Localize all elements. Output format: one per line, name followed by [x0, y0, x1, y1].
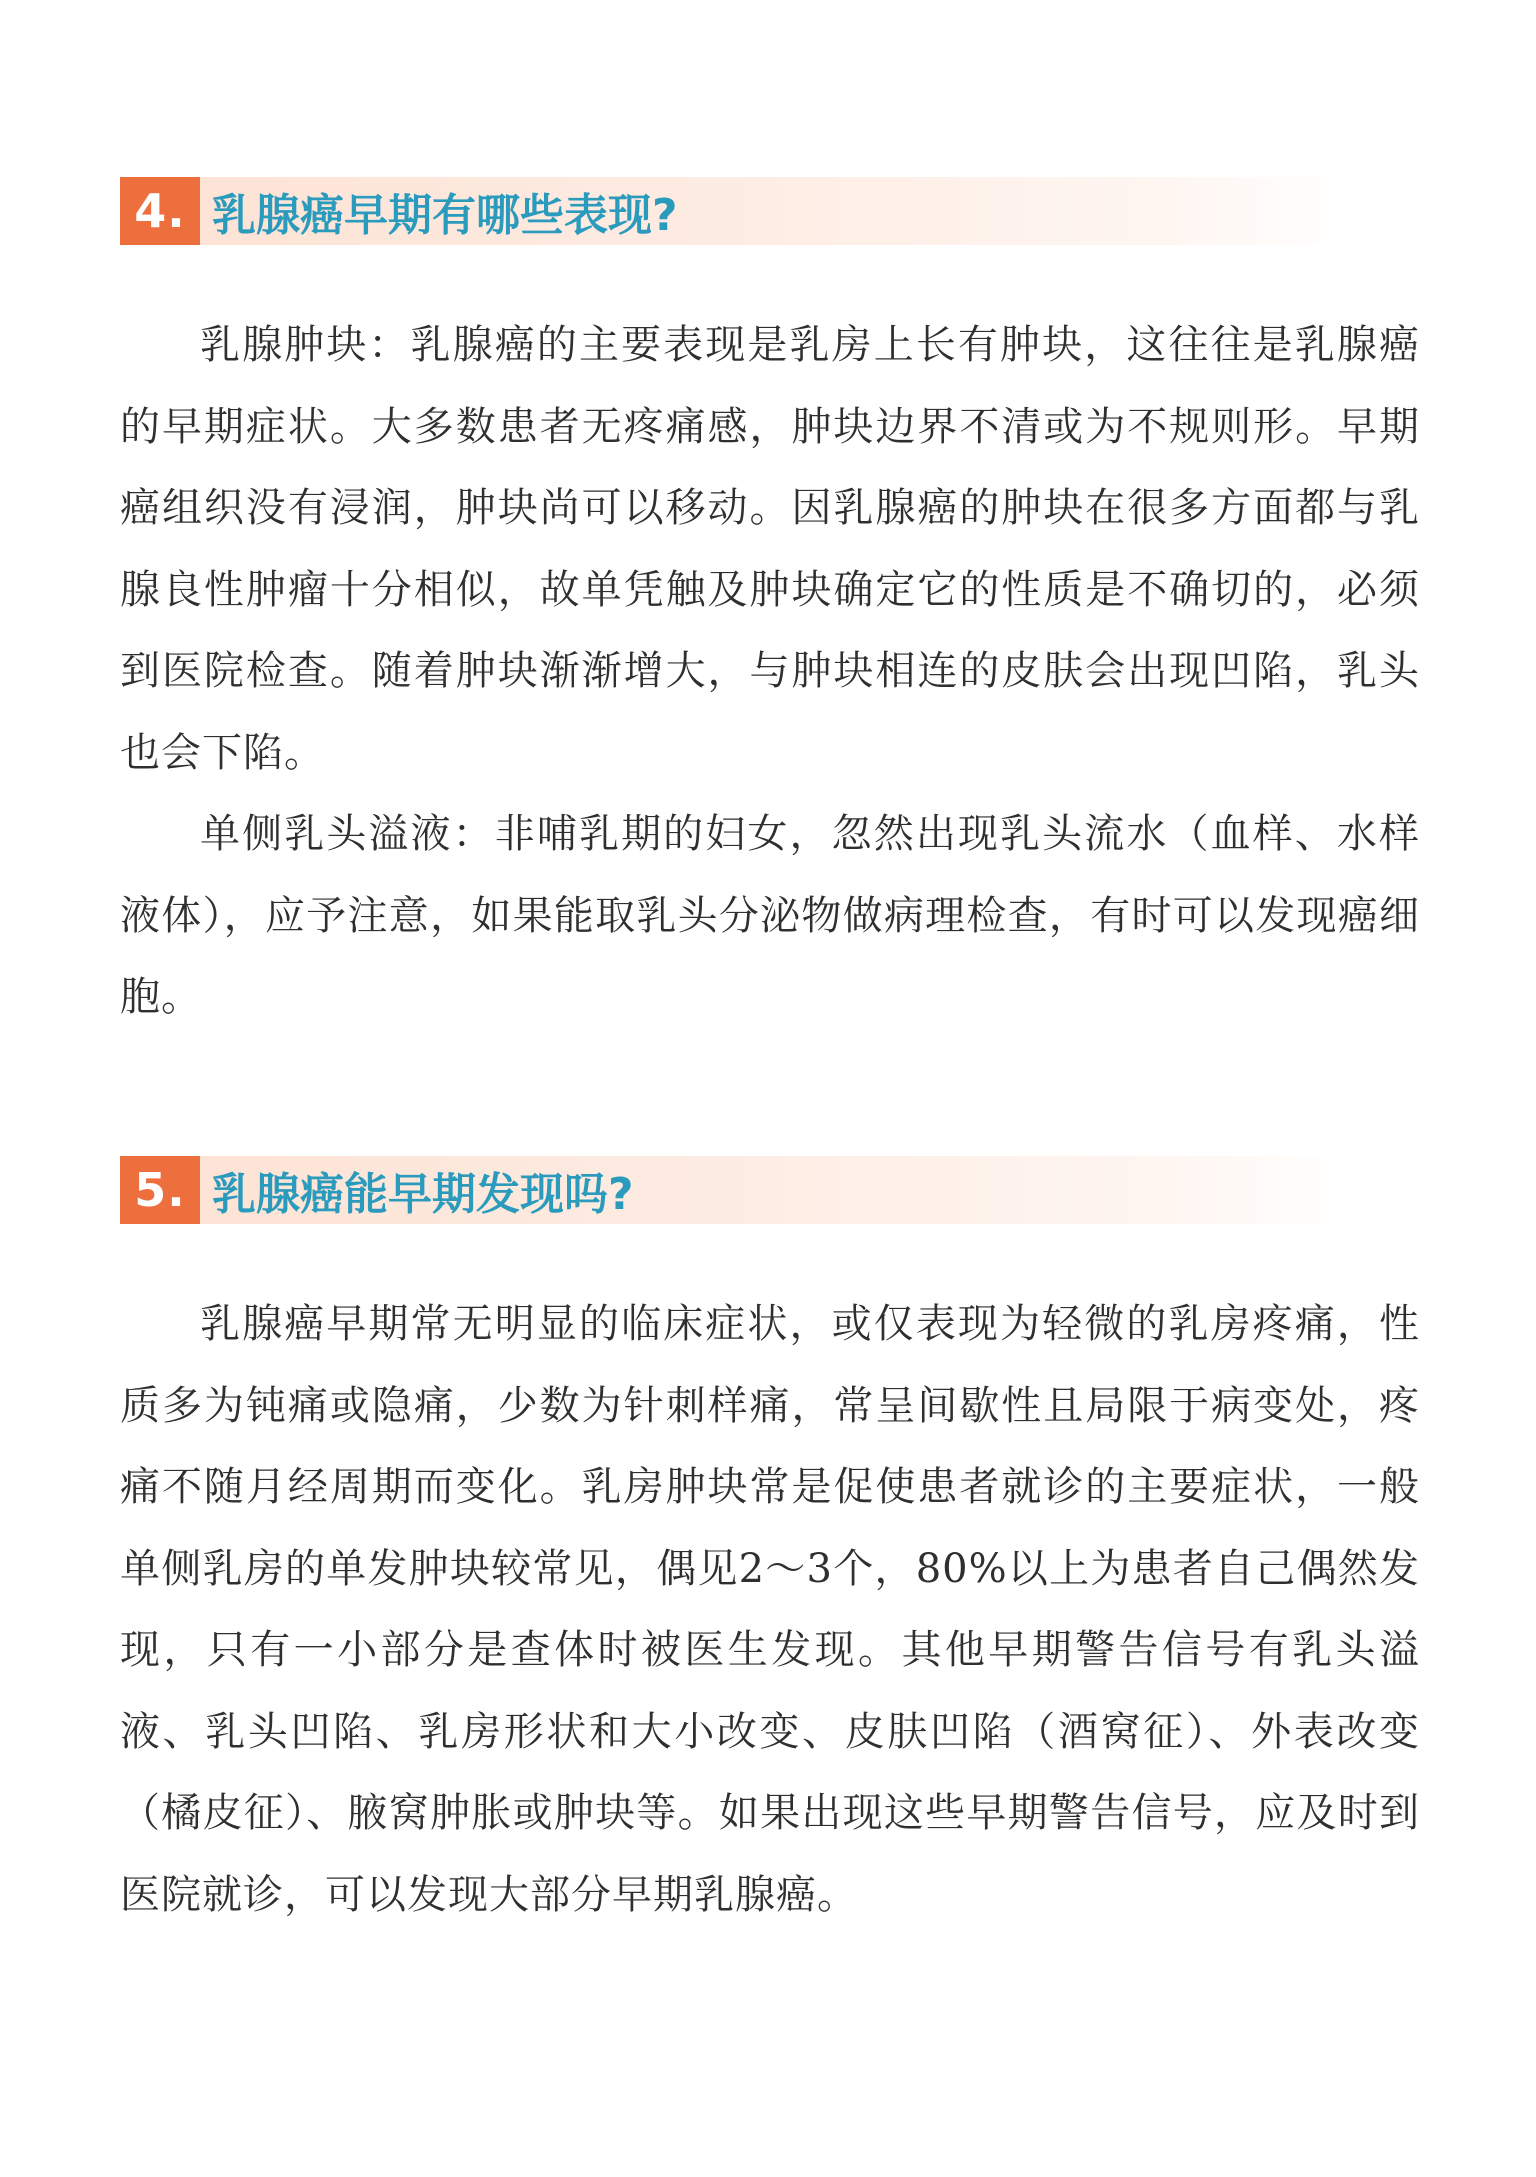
- section-4-number: 4.: [120, 177, 200, 245]
- section-5-title: 乳腺癌能早期发现吗?: [212, 1169, 634, 1220]
- section-5-header: [120, 1156, 1350, 1224]
- section-5-paragraph-1: 乳腺癌早期常无明显的临床症状，或仅表现为轻微的乳房疼痛，性质多为钝痛或隐痛，少数为针刺样痛，常呈间歇性且局限于病变处，疼痛不随月经周期而变化。乳房肿块常是促使患者就诊的主要症状，一般单侧乳房的单发肿块较常见，偶见2～3个，80%以上为患者自己偶然发现，只有一小部分是查体时被医生发现。其他早期警告信号有乳头溢液、乳头凹陷、乳房形状和大小改变、皮肤凹陷（酒窝征）、外表改变（橘皮征）、腋窝肿胀或肿块等。如果出现这些早期警告信号，应及时到医院就诊，可以发现大部分早期乳腺癌。: [120, 1301, 1420, 1918]
- section-4-title: 乳腺癌早期有哪些表现?: [212, 190, 678, 241]
- section-4-paragraph-1: 乳腺肿块：乳腺癌的主要表现是乳房上长有肿块，这往往是乳腺癌的早期症状。大多数患者无疼痛感，肿块边界不清或为不规则形。早期癌组织没有浸润，肿块尚可以移动。因乳腺癌的肿块在很多方面都与乳腺良性肿瘤十分相似，故单凭触及肿块确定它的性质是不确切的，必须到医院检查。随着肿块渐渐增大，与肿块相连的皮肤会出现凹陷，乳头也会下陷。: [120, 322, 1420, 776]
- section-4-header: [120, 177, 1350, 245]
- section-5-number: 5.: [120, 1156, 200, 1224]
- section-4-paragraph-2: 单侧乳头溢液：非哺乳期的妇女，忽然出现乳头流水（血样、水样液体），应予注意，如果能取乳头分泌物做病理检查，有时可以发现癌细胞。: [120, 811, 1420, 1020]
